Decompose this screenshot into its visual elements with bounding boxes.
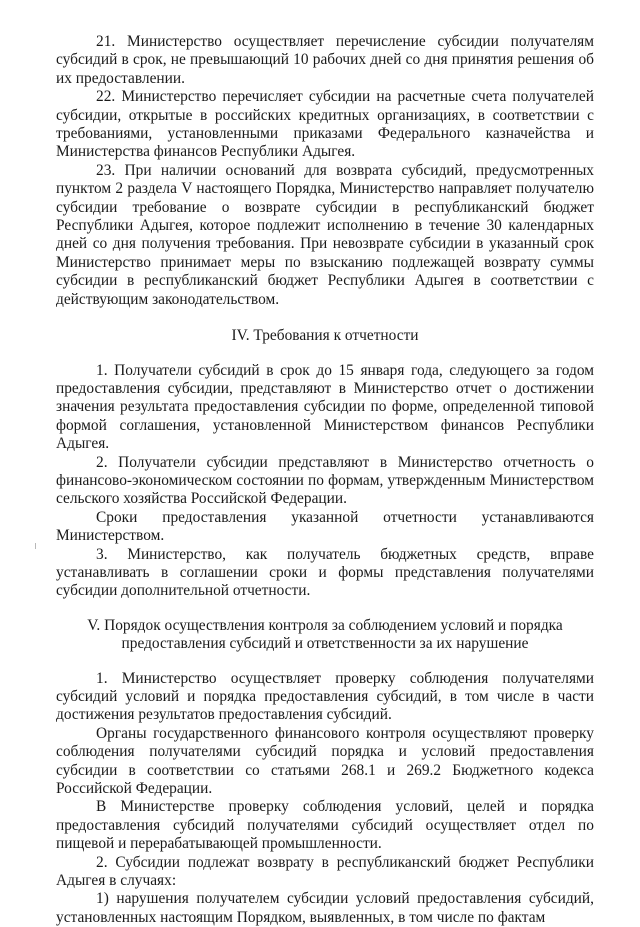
section-v-paragraph-2: 2. Субсидии подлежат возврату в республиканский бюджет Республики Адыгея в случаях:	[56, 853, 594, 890]
section-iv-paragraph-1: 1. Получатели субсидий в срок до 15 января года, следующего за годом предоставления субсидии, представляют в Министерство отчет о достижении значения результата предоставления субсидии по форме, определенной типовой формой соглашения, установленной Министерством финансов Республики Адыгея.	[56, 361, 594, 453]
paragraph-23: 23. При наличии оснований для возврата субсидий, предусмотренных пунктом 2 раздела V настоящего Порядка, Министерство направляет получателю субсидии требование о возврате субсидии в республиканский бюджет Республики Адыгея, которое подлежит исполнению в течение 30 календарных дней со дня получения требования. При невозврате субсидии в указанный срок Министерство принимает меры по взысканию подлежащей возврату суммы субсидии в республиканский бюджет Республики Адыгея в соответствии с действующим законодательством.	[56, 161, 594, 308]
section-iv-paragraph-2-terms: Сроки предоставления указанной отчетности устанавливаются Министерством.	[56, 508, 594, 545]
section-iv-paragraph-3: 3. Министерство, как получатель бюджетных средств, вправе устанавливать в соглашении сроки и формы представления получателями субсидии дополнительной отчетности.	[56, 545, 594, 600]
document-body	[56, 33, 594, 927]
section-iv-heading: IV. Требования к отчетности	[231, 327, 419, 345]
section-v-heading-line-2: предоставления субсидий и ответственности за их нарушение	[121, 635, 529, 653]
paragraph-21: 21. Министерство осуществляет перечисление субсидии получателям субсидий в срок, не превышающий 10 рабочих дней со дня принятия решения об их предоставлении.	[56, 33, 594, 87]
margin-mark	[35, 543, 36, 549]
section-iv-paragraph-2: 2. Получатели субсидии представляют в Министерство отчетность о финансово-экономическом состоянии по формам, утвержденным Министерством сельского хозяйства Российской Федерации.	[56, 453, 594, 508]
section-v-paragraph-department: В Министерстве проверку соблюдения условий, целей и порядка предоставления субсидий получателями субсидий осуществляет отдел по пищевой и перерабатывающей промышленности.	[56, 798, 594, 853]
section-v-paragraph-2-item-1: 1) нарушения получателем субсидии условий предоставления субсидий, установленных настоящим Порядком, выявленных, в том числе по фактам	[56, 890, 594, 926]
section-v-paragraph-control-bodies: Органы государственного финансового контроля осуществляют проверку соблюдения получателями субсидий порядка и условий предоставления субсидии в соответствии со статьями 268.1 и 269.2 Бюджетного кодекса Российской Федерации.	[56, 724, 594, 798]
section-v-paragraph-1: 1. Министерство осуществляет проверку соблюдения получателями субсидий условий и порядка предоставления субсидий, в том числе в части достижения результатов предоставления субсидий.	[56, 669, 594, 724]
paragraph-22: 22. Министерство перечисляет субсидии на расчетные счета получателей субсидии, открытые в российских кредитных организациях, в соответствии с требованиями, установленными приказами Федерального казначейства и Министерства финансов Республики Адыгея.	[56, 88, 594, 161]
section-v-heading-line-1: V. Порядок осуществления контроля за соблюдением условий и порядка	[87, 616, 563, 634]
